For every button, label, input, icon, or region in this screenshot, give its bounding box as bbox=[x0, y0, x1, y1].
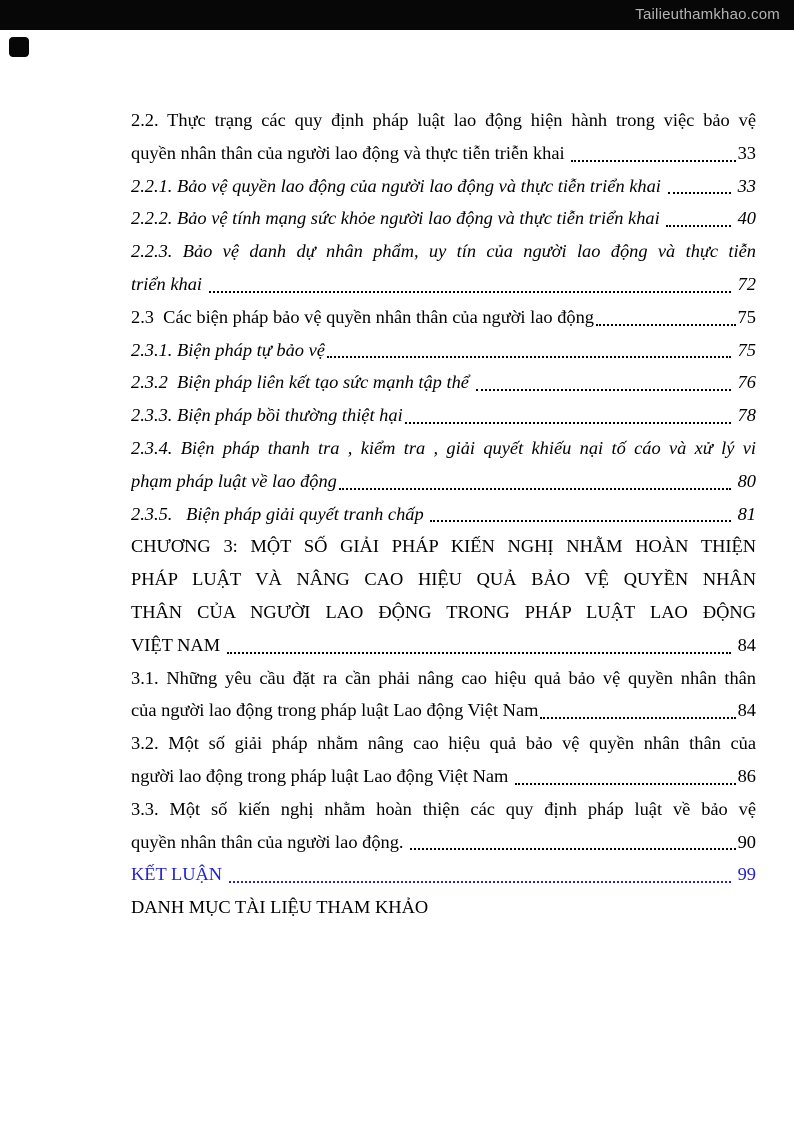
dot-leader bbox=[339, 488, 731, 490]
watermark-text: Tailieuthamkhao.com bbox=[635, 6, 780, 23]
toc-entry-text: 2.3.5. Biện pháp giải quyết tranh chấp bbox=[131, 503, 429, 524]
dot-leader bbox=[327, 356, 731, 358]
page-number: 75 bbox=[737, 306, 756, 327]
toc-entry-text: DANH MỤC TÀI LIỆU THAM KHẢO bbox=[131, 897, 429, 918]
toc-entry-text: 2.2.3. Bảo vệ danh dự nhân phẩm, uy tín của người lao động và thực tiễn bbox=[131, 241, 756, 262]
page-number: 84 bbox=[733, 634, 756, 655]
toc-entry-text: 3.3. Một số kiến nghị nhằm hoàn thiện các quy định pháp luật về bảo vệ bbox=[131, 798, 756, 819]
dot-leader bbox=[666, 225, 731, 227]
toc-line bbox=[131, 530, 756, 563]
toc-entry-text: triển khai bbox=[131, 273, 207, 294]
page-number: 33 bbox=[737, 142, 756, 163]
page-number: 90 bbox=[737, 831, 756, 852]
toc-line bbox=[131, 629, 756, 662]
toc-entry-text: 2.3.2 Biện pháp liên kết tạo sức mạnh tập thể bbox=[131, 372, 474, 393]
toc-entry-text: KẾT LUẬN bbox=[131, 864, 227, 885]
page-number: 76 bbox=[733, 372, 756, 393]
dot-leader bbox=[476, 389, 731, 391]
dot-leader bbox=[571, 160, 735, 162]
toc-entry-text: của người lao động trong pháp luật Lao động Việt Nam bbox=[131, 700, 539, 721]
toc-line bbox=[131, 137, 756, 170]
dot-leader bbox=[596, 324, 736, 326]
toc-entry-text: 2.3.4. Biện pháp thanh tra , kiểm tra , giải quyết khiếu nại tố cáo và xử lý vi bbox=[131, 437, 756, 458]
toc-line bbox=[131, 432, 756, 465]
toc-line bbox=[131, 727, 756, 760]
corner-square-decoration bbox=[9, 37, 29, 57]
toc-line bbox=[131, 596, 756, 629]
dot-leader bbox=[229, 881, 731, 883]
page-number: 72 bbox=[733, 273, 756, 294]
toc-entry-text: quyền nhân thân của người lao động và thực tiễn triễn khai bbox=[131, 142, 570, 163]
dot-leader bbox=[209, 291, 731, 293]
page-number: 99 bbox=[733, 864, 756, 885]
toc-line bbox=[131, 334, 756, 367]
toc-line bbox=[131, 170, 756, 203]
toc-entry-text: 3.2. Một số giải pháp nhằm nâng cao hiệu quả bảo vệ quyền nhân thân của bbox=[131, 733, 756, 754]
toc-entry-text: 2.3.1. Biện pháp tự bảo vệ bbox=[131, 339, 325, 360]
toc-entry-text: PHÁP LUẬT VÀ NÂNG CAO HIỆU QUẢ BẢO VỆ QUYỀN NHÂN bbox=[131, 569, 756, 590]
toc-line bbox=[131, 104, 756, 137]
toc-line bbox=[131, 202, 756, 235]
toc-line bbox=[131, 694, 756, 727]
toc-line bbox=[131, 235, 756, 268]
page-number: 81 bbox=[733, 503, 756, 524]
toc-entry-text: phạm pháp luật về lao động bbox=[131, 470, 337, 491]
toc-line bbox=[131, 301, 756, 334]
toc-entry-text: VIỆT NAM bbox=[131, 634, 225, 655]
toc-line bbox=[131, 399, 756, 432]
dot-leader bbox=[227, 652, 731, 654]
page-number: 84 bbox=[737, 700, 756, 721]
table-of-contents bbox=[131, 104, 756, 924]
toc-line bbox=[131, 563, 756, 596]
toc-entry-text: 3.1. Những yêu cầu đặt ra cần phải nâng cao hiệu quả bảo vệ quyền nhân thân bbox=[131, 667, 756, 688]
page-number: 33 bbox=[733, 175, 756, 196]
page-number: 80 bbox=[733, 470, 756, 491]
page-number: 40 bbox=[733, 208, 756, 229]
dot-leader bbox=[405, 422, 731, 424]
dot-leader bbox=[430, 520, 731, 522]
toc-entry-text: 2.2.1. Bảo vệ quyền lao động của người lao động và thực tiễn triển khai bbox=[131, 175, 666, 196]
toc-entry-text: người lao động trong pháp luật Lao động Việt Nam bbox=[131, 765, 513, 786]
toc-line bbox=[131, 268, 756, 301]
toc-entry-text: 2.3 Các biện pháp bảo vệ quyền nhân thân của người lao động bbox=[131, 306, 594, 327]
dot-leader bbox=[410, 848, 736, 850]
page-number: 86 bbox=[737, 765, 756, 786]
toc-line bbox=[131, 793, 756, 826]
toc-line bbox=[131, 498, 756, 531]
page-number: 78 bbox=[733, 405, 756, 426]
toc-entry-text: quyền nhân thân của người lao động. bbox=[131, 831, 409, 852]
toc-entry-text: 2.2.2. Bảo vệ tính mạng sức khỏe người lao động và thực tiễn triển khai bbox=[131, 208, 665, 229]
toc-entry-text: 2.2. Thực trạng các quy định pháp luật lao động hiện hành trong việc bảo vệ bbox=[131, 110, 756, 130]
toc-line bbox=[131, 826, 756, 859]
dot-leader bbox=[540, 717, 735, 719]
toc-line bbox=[131, 891, 756, 924]
dot-leader bbox=[668, 192, 732, 194]
toc-line bbox=[131, 366, 756, 399]
toc-entry-text: THÂN CỦA NGƯỜI LAO ĐỘNG TRONG PHÁP LUẬT LAO ĐỘNG bbox=[131, 601, 756, 622]
page-number: 75 bbox=[733, 339, 756, 360]
toc-entry-text: CHƯƠNG 3: MỘT SỐ GIẢI PHÁP KIẾN NGHỊ NHẰM HOÀN THIỆN bbox=[131, 536, 756, 557]
toc-line[interactable] bbox=[131, 858, 756, 891]
dot-leader bbox=[515, 783, 736, 785]
toc-line bbox=[131, 662, 756, 695]
toc-line bbox=[131, 465, 756, 498]
toc-entry-text: 2.3.3. Biện pháp bồi thường thiệt hại bbox=[131, 405, 403, 426]
toc-line bbox=[131, 760, 756, 793]
